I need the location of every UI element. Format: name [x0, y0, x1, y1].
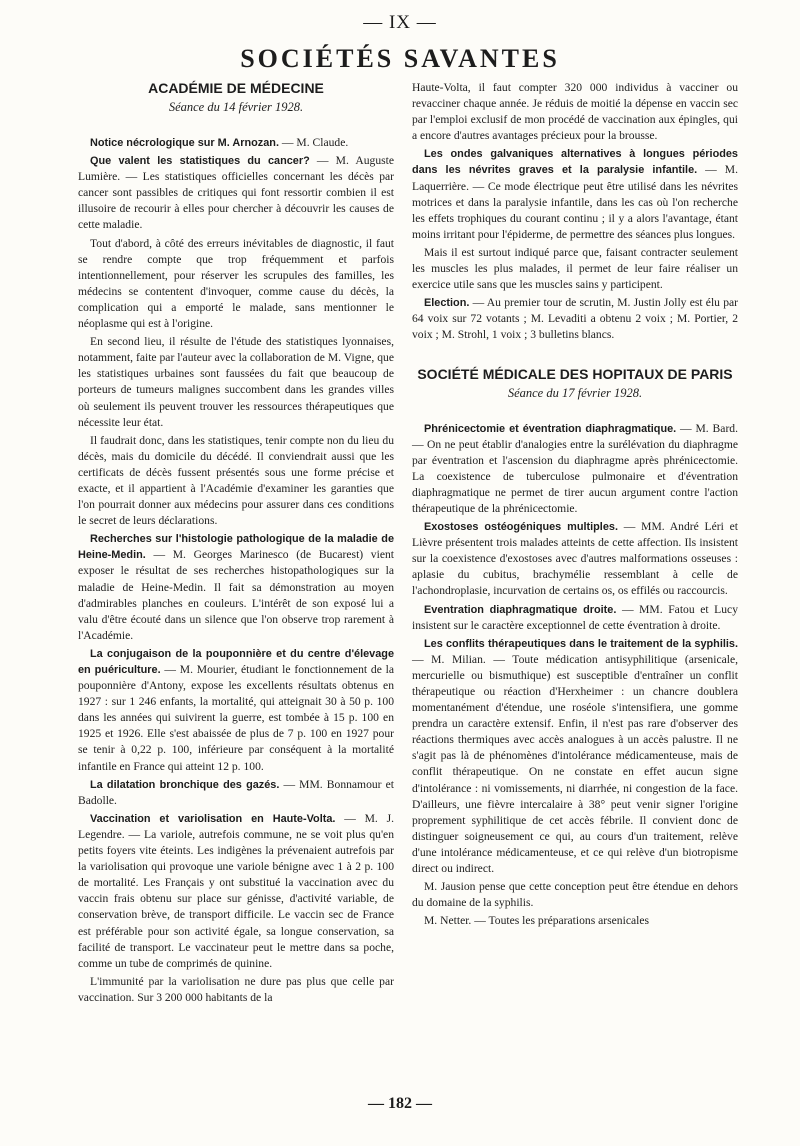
paragraph — [412, 519, 738, 599]
paragraph-lead: La conjugaison de la pouponnière et du centre d'élevage en puériculture. — [78, 647, 394, 676]
paragraph-text: Haute-Volta, il faut compter 320 000 individus à vacciner ou revacciner chaque année. Je réduis de moitié la dépense en vaccin sec par l'emploi exclusif de mon procédé de vaccination aux épingles, qui a encore d'autres avantages précieux pour la brousse. — [412, 81, 738, 143]
paragraph-lead: Phrénicectomie et éventration diaphragmatique. — [424, 422, 677, 435]
paragraph-lead: Notice nécrologique sur M. Arnozan. — [90, 137, 279, 149]
paragraph — [78, 433, 394, 530]
paragraph — [78, 334, 394, 431]
paragraph — [78, 811, 394, 972]
paragraph — [78, 646, 394, 775]
paragraph-text: — M. Laquerrière. — Ce mode électrique peut être utilisé dans les névrites motrices et dans la paralysie infantile, dans les cas où l'on recherche les effets trophiques du courant continu ; il y a alors l'avantage, étant moins irritant pour l'épiderme, de permettre des séances plus longues. — [412, 163, 738, 241]
paragraph-text: — M. Mourier, étudiant le fonctionnement de la pouponnière d'Antony, expose les excellents résultats obtenus en 1927 : sur 1 246 enfants, la mortalité, qui atteignait 30 à 50 p. 100 dans les années qui suivirent la guerre, est tombée à 15 p. 100 en 1925 et 1926. Elle s'est abaissée de plus de 7 p. 100 en 1927 pour se tenir à 0,22 p. 100, inférieure par conséquent à la mortalité infantile en France qui atteint 12 p. 100. — [78, 663, 395, 773]
page-title: SOCIÉTÉS SAVANTES — [240, 44, 560, 73]
paragraph-text: L'immunité par la variolisation ne dure pas plus que celle par vaccination. Sur 3 200 000 habitants de la — [78, 974, 394, 1004]
paragraph-lead: Recherches sur l'histologie pathologique de la maladie de Heine-Medin. — [78, 533, 394, 562]
paragraph — [78, 135, 394, 151]
page-footer-number: — 182 — — [368, 1095, 432, 1112]
paragraph-text: En second lieu, il résulte de l'étude des statistiques lyonnaises, notamment, faite par l'auteur avec la collaboration de M. Vigne, que les statistiques urbaines sont faussées du fait que beaucoup de porteurs de tumeurs malignes succombent dans les grandes villes où seulement ils peuvent trouver les ressources thérapeutiques que nécessite leur état. — [78, 335, 394, 429]
right-column — [412, 80, 738, 931]
section-heading-hopitaux: SOCIÉTÉ MÉDICALE DES HOPITAUX DE PARIS — [417, 365, 733, 382]
paragraph-text: M. Netter. — Toutes les préparations arsenicales — [424, 914, 649, 928]
paragraph — [412, 636, 738, 877]
paragraph — [412, 80, 738, 144]
section-academie-continued — [412, 80, 738, 344]
paragraph-text: Tout d'abord, à côté des erreurs inévitables de diagnostic, il faut se rendre compte que trop fréquemment et parfois intentionnellement, pour réserver les scrupules des familles, les médecins se contentent d'invoquer, comme cause du décès, la complication qui a emporté le malade, sans mentionner le néoplasme qui est à l'origine. — [78, 236, 394, 331]
paragraph-lead: Les conflits thérapeutiques dans le traitement de la syphilis. — [424, 637, 738, 650]
section-heading-academie: ACADÉMIE DE MÉDECINE — [148, 80, 324, 96]
paragraph-lead: Que valent les statistiques du cancer? — [90, 155, 310, 168]
paragraph — [412, 913, 738, 929]
paragraph — [78, 236, 394, 333]
paragraph-text: — M. Milian. — Toute médication antisyphilitique (arsenicale, mercurielle ou bismuthique) est susceptible d'entraîner un conflit thérapeutique ou réaction d'Herxheimer : un chancre doublera momentanément d'étendue, une roséole s'intensifiera, une gomme prendra un caractère extensif. Enfin, il n'est pas rare d'observer des réactions thermiques avec accès analogues à un accès palustre. Il ne s'agit pas là de phénomènes d'intolérance médicamenteuse, mais de conflit thérapeutique. On ne constate en effet aucun signe d'intolérance : ni vomissements, ni diarrhée, ni congestion de la face. D'ailleurs, une fièvre intercalaire à 38° peut venir signer l'origine proprement syphilitique de cet accès fébrile. Il convient donc de distinguer soigneusement ce qui, au cours d'un traitement, relève d'une intolérance médicamenteuse, et ce qui relève d'un biotropisme direct ou indirect. — [412, 652, 738, 876]
paragraph-text: Il faudrait donc, dans les statistiques, tenir compte non du lieu du décès, mais du domicile du décédé. Il conviendrait aussi que les certificats de décès fussent présentés sous une forme précise et exacte, et il appartient à l'Académie d'examiner les garanties que l'on pourrait donner aux médecins pour assurer dans ces conditions le secret de leurs déclarations. — [78, 433, 394, 528]
left-column — [78, 80, 394, 1008]
paragraph-lead: Eventration diaphragmatique droite. — [424, 603, 617, 616]
seance-date: Séance du 14 février 1928. — [168, 100, 304, 114]
paragraph-text: — MM. Fatou et Lucy insistent sur le caractère exceptionnel de cette éventration à droite. — [412, 602, 738, 632]
paragraph-text: — MM. André Léri et Lièvre présentent trois malades atteints de cette affection. Ils insistent sur la coexistence d'exostoses avec d'autres malformations osseuses : aplasie du cubitus, brachymélie ressemblant à celle de l'achondroplasie, incurvation de certains os, os effilés ou raccourcis. — [412, 520, 738, 598]
page-header-number: — IX — — [363, 12, 437, 33]
paragraph — [412, 295, 738, 343]
paragraph — [78, 153, 394, 233]
paragraph-text: — M. Georges Marinesco (de Bucarest) vient exposer le résultat de ses recherches histopathologiques sur la maladie de Heine-Medin. Il fait sa démonstration au moyen d'admirables planches en couleurs. L'intérêt de son exposé lui a valu d'être écouté dans un silence que l'on observe trop rarement à l'Académie. — [78, 548, 394, 642]
paragraph — [412, 421, 738, 518]
paragraph-text: — Au premier tour de scrutin, M. Justin Jolly est élu par 64 voix sur 72 votants ; M. Levaditi a obtenu 2 voix ; M. Portier, 2 voix ; M. Strohl, 1 voix ; 3 bulletins blancs. — [412, 296, 738, 342]
paragraph-lead: La dilatation bronchique des gazés. — [90, 778, 280, 791]
section-academie-body — [78, 135, 394, 1006]
paragraph-lead: Election. — [424, 297, 470, 310]
seance-date: Séance du 17 février 1928. — [507, 385, 643, 400]
paragraph-lead: Les ondes galvaniques alternatives à longues périodes dans les névrites graves et la paralysie infantile. — [412, 148, 738, 177]
paragraph-text: — M. Bard. — On ne peut établir d'analogies entre la surélévation du diaphragme par éventration et l'ascension du diaphragme après phrénicectomie. La coexistence de tuberculose pulmonaire et d'éventration diaphragmatique ne permet de tirer aucun argument contre l'action thérapeutique de la phrénicectomie. — [412, 421, 738, 515]
paragraph-lead: Vaccination et variolisation en Haute-Volta. — [90, 812, 336, 825]
paragraph — [78, 974, 394, 1006]
paragraph-text: — M. Auguste Lumière. — Les statistiques officielles concernant les décès par cancer sont passibles de critiques qui font ressortir combien il est illusoire de recourir à elles pour chercher à découvrir les causes de cette maladie. — [78, 154, 395, 232]
paragraph-text: — M. Claude. — [279, 136, 349, 149]
paragraph — [78, 531, 394, 644]
paragraph-text: Mais il est surtout indiqué parce que, faisant contracter seulement les muscles les plus malades, il permet de leur faire réaliser un exercice utile sans que les muscles sains y participent. — [412, 245, 738, 292]
section-hopitaux-body — [412, 421, 738, 930]
paragraph — [78, 777, 394, 809]
paragraph-lead: Exostoses ostéogéniques multiples. — [424, 521, 618, 534]
paragraph-text: — MM. Bonnamour et Badolle. — [78, 777, 394, 807]
paragraph-text: M. Jausion pense que cette conception peut être étendue en dehors du domaine de la syphilis. — [412, 880, 738, 910]
paragraph-text: — M. J. Legendre. — La variole, autrefois commune, ne se voit plus qu'en petits foyers vite éteints. Les indigènes la prévenaient autrefois par la variolisation qui provoque une variole bénigne avec 1 à 2 p. 100 de mortalité. Les Français y ont substitué la vaccination avec du vaccin frais obtenu sur place sur génisse, d'activité variable, de conservation brève, de transport difficile. Le vaccin sec de France est préférable pour son activité égale, sa longue conservation, sa facilité de transport. Le vaccinateur peut le mettre dans sa poche, comme un tube de comprimés de quinine. — [78, 811, 394, 970]
paragraph — [412, 245, 738, 293]
paragraph — [412, 602, 738, 634]
paragraph — [412, 146, 738, 243]
paragraph — [412, 879, 738, 911]
